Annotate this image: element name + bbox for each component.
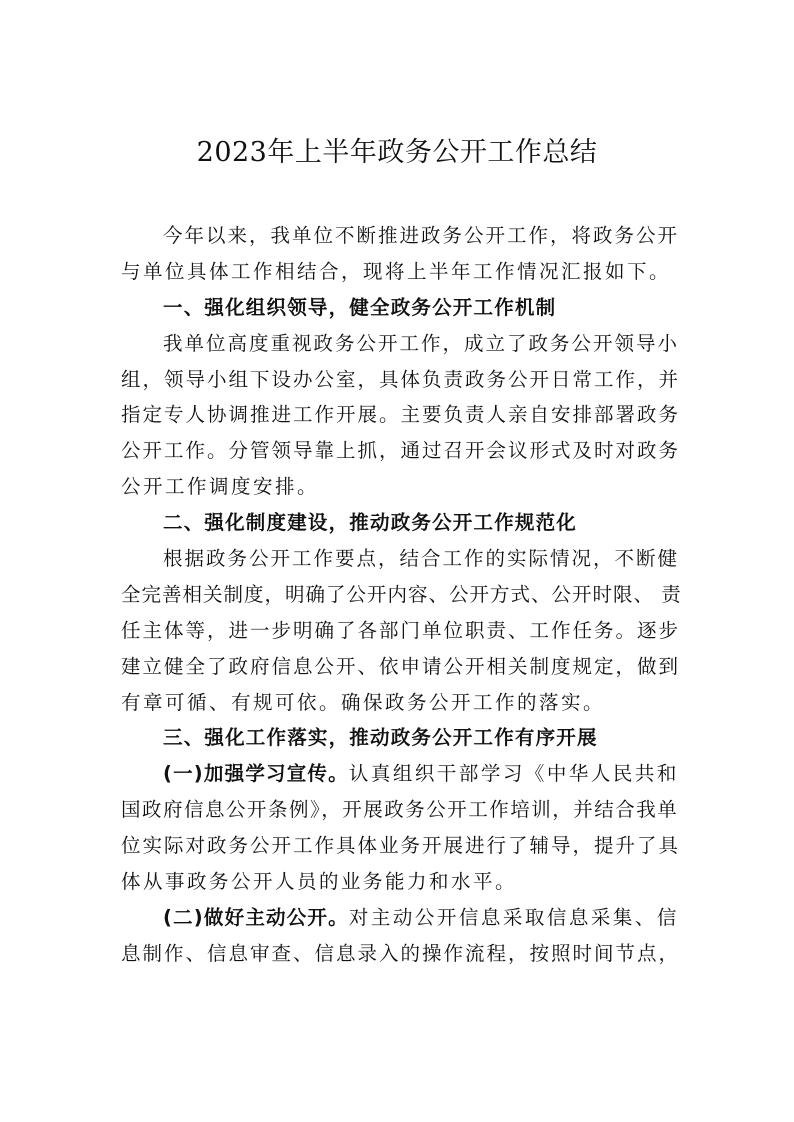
paragraph-line: 建立健全了政府信息公开、依申请公开相关制度规定，做到: [121, 654, 681, 678]
section-heading-1: 一、强化组织领导，健全政务公开工作机制: [163, 295, 557, 319]
subsection-label-1: (一)加强学习宣传。: [163, 762, 349, 786]
subsection-line: [121, 756, 677, 792]
paragraph-line: 任主体等，进一步明确了各部门单位职责、工作任务。逐步: [121, 618, 681, 642]
paragraph-line: 根据政务公开工作要点，结合工作的实际情况，不断健: [163, 547, 680, 571]
document-title: 2023年上半年政务公开工作总结: [196, 137, 598, 168]
paragraph-line: 我单位高度重视政务公开工作，成立了政务公开领导小: [163, 331, 680, 355]
document-body: [121, 218, 682, 972]
intro-line: 与单位具体工作相结合，现将上半年工作情况汇报如下。: [121, 259, 672, 283]
paragraph-line: 体从事政务公开人员的业务能力和水平。: [121, 870, 518, 894]
paragraph-line: 组，领导小组下设办公室，具体负责政务公开日常工作，并: [121, 367, 681, 391]
subsection-text: 对主动公开信息采取信息采集、信: [348, 905, 679, 929]
paragraph-line: 有章可循、有规可依。确保政务公开工作的落实。: [121, 690, 606, 714]
paragraph-line: 公开工作调度安排。: [121, 475, 320, 499]
section-heading-2: 二、强化制度建设，推动政务公开工作规范化: [163, 511, 578, 535]
section-heading-3: 三、强化工作落实，推动政务公开工作有序开展: [163, 726, 598, 750]
paragraph-line: 指定专人协调推进工作开展。主要负责人亲自安排部署政务: [121, 403, 681, 427]
paragraph-line: 息制作、信息审查、信息录入的操作流程，按照时间节点，: [121, 941, 681, 965]
paragraph-line: 位实际对政务公开工作具体业务开展进行了辅导，提升了具: [121, 834, 681, 858]
paragraph-line: 全完善相关制度，明确了公开内容、公开方式、公开时限、 责: [121, 582, 682, 606]
subsection-label-2: (二)做好主动公开。: [163, 905, 349, 929]
intro-line: 今年以来，我单位不断推进政务公开工作，将政务公开: [163, 224, 680, 247]
subsection-line: [121, 900, 677, 936]
subsection-text: 认真组织干部学习《中华人民共和: [348, 762, 679, 786]
paragraph-line: 公开工作。分管领导靠上抓，通过召开会议形式及时对政务: [121, 439, 681, 463]
paragraph-line: 国政府信息公开条例》，开展政务公开工作培训，并结合我单: [121, 798, 679, 822]
